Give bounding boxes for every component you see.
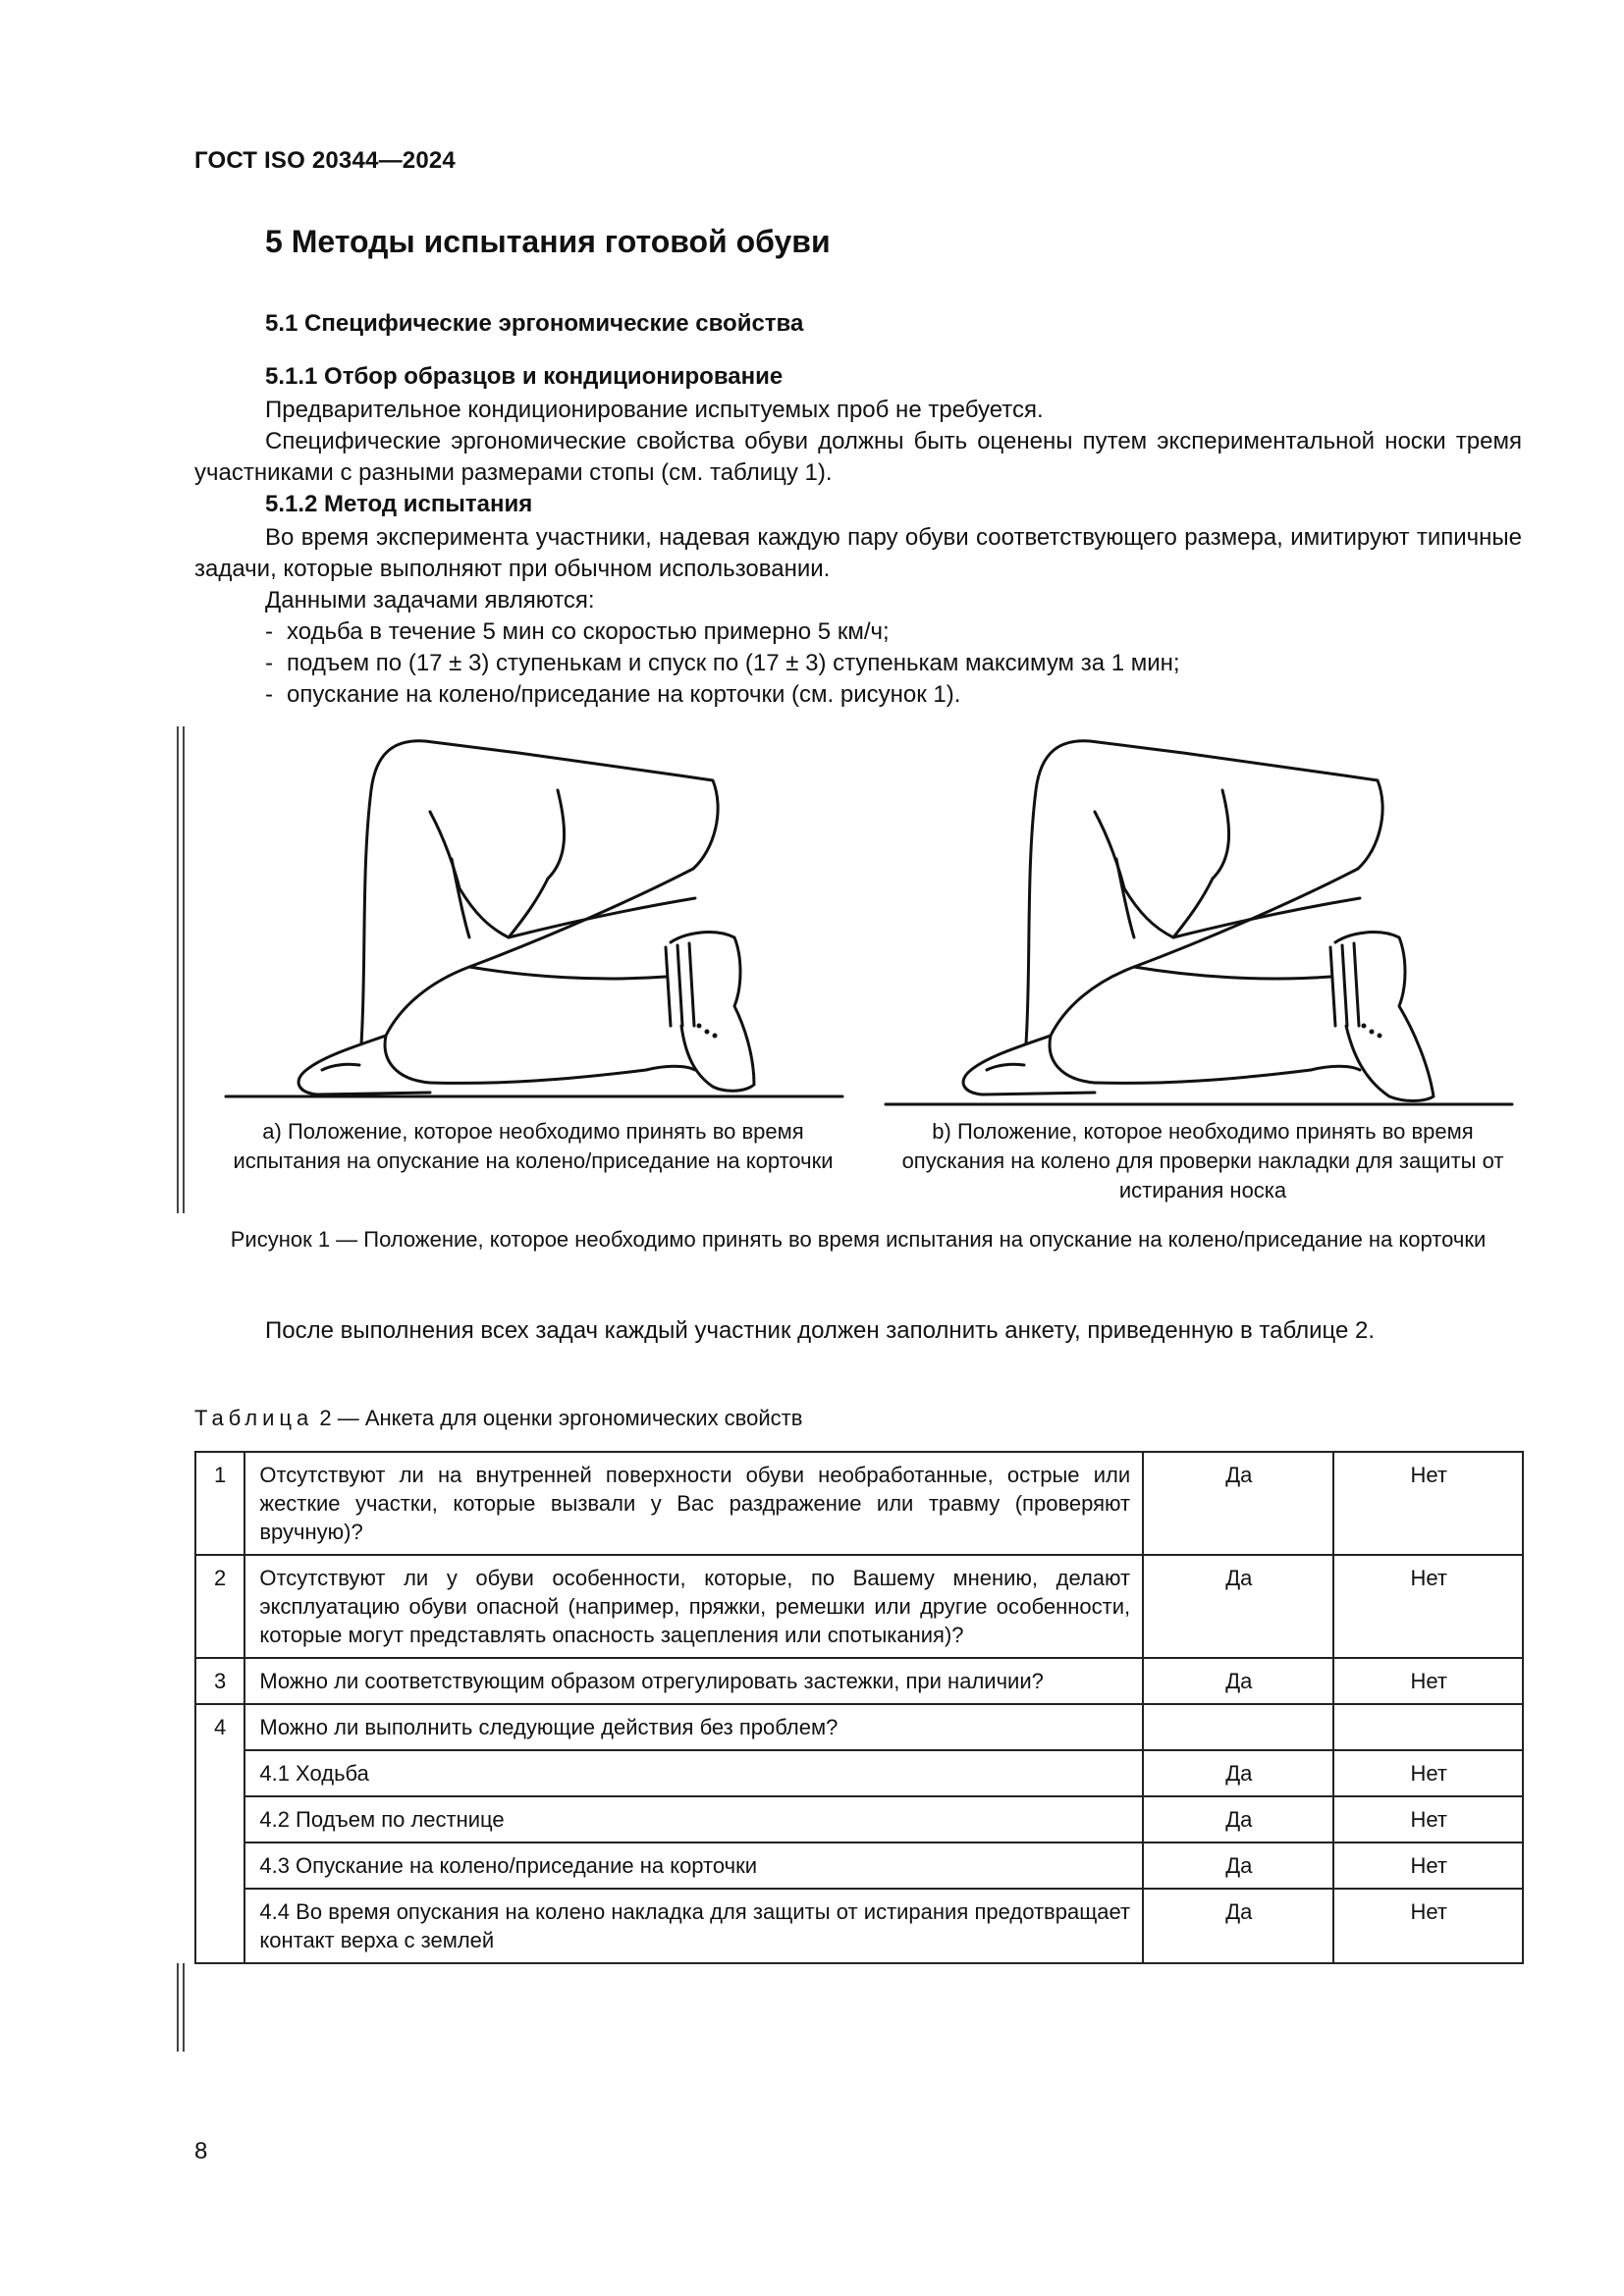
question-text: 4.2 Подъем по лестнице xyxy=(244,1796,1143,1842)
table-row xyxy=(195,1452,1523,1555)
list-item-text: ходьба в течение 5 мин со скоростью примерно 5 км/ч; xyxy=(287,618,890,645)
paragraph-ergonomic-evaluation: Специфические эргономические свойства обуви должны быть оценены путем экспериментальной носки тремя участниками с разными размерами стопы (см. таблицу 1). xyxy=(194,428,1522,486)
figure-caption-b: b) Положение, которое необходимо принять во время опускания на колено для проверки накладки для защиты от истирания носка xyxy=(901,1119,1504,1202)
paragraph-experiment: Во время эксперимента участники, надевая каждую пару обуви соответствующего размера, имитируют типичные задачи, которые выполняют при обычном использовании. xyxy=(194,524,1522,582)
list-dash: - xyxy=(265,650,273,676)
answer-yes: Да xyxy=(1143,1842,1332,1889)
answer-yes: Да xyxy=(1143,1750,1332,1796)
paragraph-conditioning: Предварительное кондиционирование испытуемых проб не требуется. xyxy=(265,397,1044,423)
table-subrow xyxy=(195,1796,1523,1842)
list-item xyxy=(265,616,890,648)
table-caption xyxy=(194,1406,802,1431)
list-item xyxy=(265,679,960,711)
question-text: Можно ли соответствующим образом отрегулировать застежки, при наличии? xyxy=(244,1658,1143,1704)
subsection-5-1-title: 5.1 Специфические эргономические свойства xyxy=(265,310,804,337)
question-text: 4.4 Во время опускания на колено накладка для защиты от истирания предотвращает контакт верха с землей xyxy=(244,1889,1143,1963)
change-bar xyxy=(183,726,185,1213)
paragraph-after-figure: После выполнения всех задач каждый участник должен заполнить анкету, приведенную в таблице 2. xyxy=(265,1317,1376,1344)
answer-no: Нет xyxy=(1333,1889,1523,1963)
answer-yes: Да xyxy=(1143,1889,1332,1963)
table-row xyxy=(195,1704,1523,1750)
answer-no xyxy=(1333,1704,1523,1750)
table-caption-label: Таблица xyxy=(194,1406,314,1430)
answer-yes: Да xyxy=(1143,1796,1332,1842)
section-title: 5 Методы испытания готовой обуви xyxy=(265,224,831,259)
answer-yes: Да xyxy=(1143,1658,1332,1704)
table-caption-text: 2 — Анкета для оценки эргономических свойств xyxy=(319,1406,803,1430)
answer-no: Нет xyxy=(1333,1658,1523,1704)
subsection-5-1-2-title: 5.1.2 Метод испытания xyxy=(265,491,533,517)
answer-yes xyxy=(1143,1704,1332,1750)
row-number: 2 xyxy=(195,1555,244,1658)
table-subrow xyxy=(195,1889,1523,1963)
figure-title: Рисунок 1 — Положение, которое необходимо принять во время испытания на опускание на колено/приседание на корточки xyxy=(230,1227,1487,1252)
questionnaire-table xyxy=(194,1451,1524,1964)
list-item-text: опускание на колено/приседание на корточки (см. рисунок 1). xyxy=(287,681,961,708)
table-subrow xyxy=(195,1750,1523,1796)
row-number: 1 xyxy=(195,1452,244,1555)
answer-yes: Да xyxy=(1143,1555,1332,1658)
question-text: Отсутствуют ли на внутренней поверхности обуви необработанные, острые или жесткие участки, которые вызвали у Вас раздражение или травму (проверяют вручную)? xyxy=(244,1452,1143,1555)
answer-no: Нет xyxy=(1333,1452,1523,1555)
question-text: 4.1 Ходьба xyxy=(244,1750,1143,1796)
kneeling-figure-a xyxy=(224,731,852,1104)
row-number: 3 xyxy=(195,1658,244,1704)
list-dash: - xyxy=(265,618,273,645)
question-text: Можно ли выполнить следующие действия без проблем? xyxy=(244,1704,1143,1750)
list-item xyxy=(265,648,1180,679)
change-bar xyxy=(177,1963,179,2052)
answer-no: Нет xyxy=(1333,1796,1523,1842)
page-number: 8 xyxy=(194,2138,208,2164)
change-bar xyxy=(177,726,179,1213)
figure-caption-a: a) Положение, которое необходимо принять во время испытания на опускание на колено/приседание на корточки xyxy=(233,1119,834,1173)
answer-yes: Да xyxy=(1143,1452,1332,1555)
change-bar xyxy=(183,1963,185,2052)
table-row xyxy=(195,1555,1523,1658)
list-item-text: подъем по (17 ± 3) ступенькам и спуск по (17 ± 3) ступенькам максимум за 1 мин; xyxy=(287,650,1180,676)
list-dash: - xyxy=(265,681,273,708)
row-number: 4 xyxy=(195,1704,244,1963)
answer-no: Нет xyxy=(1333,1750,1523,1796)
answer-no: Нет xyxy=(1333,1842,1523,1889)
paragraph-tasks-intro: Данными задачами являются: xyxy=(265,587,595,614)
kneeling-figure-b xyxy=(884,731,1522,1114)
table-row xyxy=(195,1658,1523,1704)
question-text: 4.3 Опускание на колено/приседание на корточки xyxy=(244,1842,1143,1889)
subsection-5-1-1-title: 5.1.1 Отбор образцов и кондиционирование xyxy=(265,363,784,390)
table-subrow xyxy=(195,1842,1523,1889)
document-code-header: ГОСТ ISO 20344—2024 xyxy=(194,147,456,174)
question-text: Отсутствуют ли у обуви особенности, которые, по Вашему мнению, делают эксплуатацию обуви опасной (например, пряжки, ремешки или другие особенности, которые могут представлять опасность зацепления или спотыкания)? xyxy=(244,1555,1143,1658)
answer-no: Нет xyxy=(1333,1555,1523,1658)
